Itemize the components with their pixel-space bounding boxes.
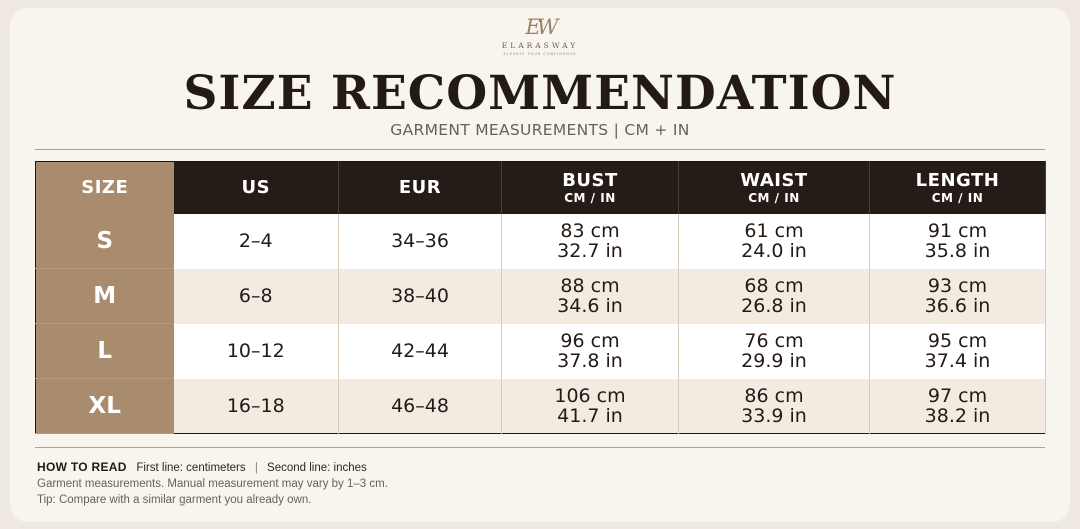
length-value: 97 cm 38.2 in	[870, 379, 1046, 434]
table-row	[36, 324, 1046, 379]
us-size: 6–8	[174, 269, 339, 324]
tip-note: Tip: Compare with a similar garment you already own.	[37, 494, 312, 506]
size-table	[35, 161, 1046, 434]
header-waist: WAIST CM / IN	[679, 162, 870, 214]
brand-name: ELARASWAY	[501, 41, 579, 50]
brand-tagline: ELEVATE YOUR CONFIDENCE	[503, 52, 577, 56]
bust-value: 88 cm 34.6 in	[502, 269, 679, 324]
table-row	[36, 379, 1046, 434]
how-to-read-line	[37, 459, 1037, 476]
length-value: 95 cm 37.4 in	[870, 324, 1046, 379]
us-size: 16–18	[174, 379, 339, 434]
size-label: XL	[36, 379, 174, 434]
bust-value: 106 cm 41.7 in	[502, 379, 679, 434]
brand-logo	[0, 14, 1080, 57]
bust-value: 83 cm 32.7 in	[502, 214, 679, 269]
bust-value: 96 cm 37.8 in	[502, 324, 679, 379]
us-size: 10–12	[174, 324, 339, 379]
table-row	[36, 214, 1046, 269]
top-divider	[35, 149, 1045, 150]
reading-notes	[37, 459, 1037, 508]
eur-size: 42–44	[339, 324, 502, 379]
size-label: M	[36, 269, 174, 324]
waist-value: 86 cm 33.9 in	[679, 379, 870, 434]
waist-value: 76 cm 29.9 in	[679, 324, 870, 379]
waist-value: 61 cm 24.0 in	[679, 214, 870, 269]
brand-monogram: EW	[525, 15, 555, 39]
eur-size: 34–36	[339, 214, 502, 269]
eur-size: 38–40	[339, 269, 502, 324]
first-line-note: First line: centimeters	[136, 462, 246, 474]
header-size: SIZE	[36, 162, 174, 214]
header-us: US	[174, 162, 339, 214]
length-value: 91 cm 35.8 in	[870, 214, 1046, 269]
table-row	[36, 269, 1046, 324]
length-value: 93 cm 36.6 in	[870, 269, 1046, 324]
header-length: LENGTH CM / IN	[870, 162, 1046, 214]
page-title: SIZE RECOMMENDATION	[183, 66, 897, 121]
us-size: 2–4	[174, 214, 339, 269]
waist-value: 68 cm 26.8 in	[679, 269, 870, 324]
bottom-divider	[35, 447, 1045, 448]
eur-size: 46–48	[339, 379, 502, 434]
measurement-note: Garment measurements. Manual measurement may vary by 1–3 cm.	[37, 478, 388, 490]
header-eur: EUR	[339, 162, 502, 214]
page-subtitle: GARMENT MEASUREMENTS | CM + IN	[390, 121, 690, 139]
table-header	[36, 162, 1046, 214]
header-bust: BUST CM / IN	[502, 162, 679, 214]
note-separator: |	[254, 462, 258, 474]
how-to-read-label: HOW TO READ	[37, 460, 127, 474]
size-label: L	[36, 324, 174, 379]
size-label: S	[36, 214, 174, 269]
second-line-note: Second line: inches	[267, 462, 367, 474]
